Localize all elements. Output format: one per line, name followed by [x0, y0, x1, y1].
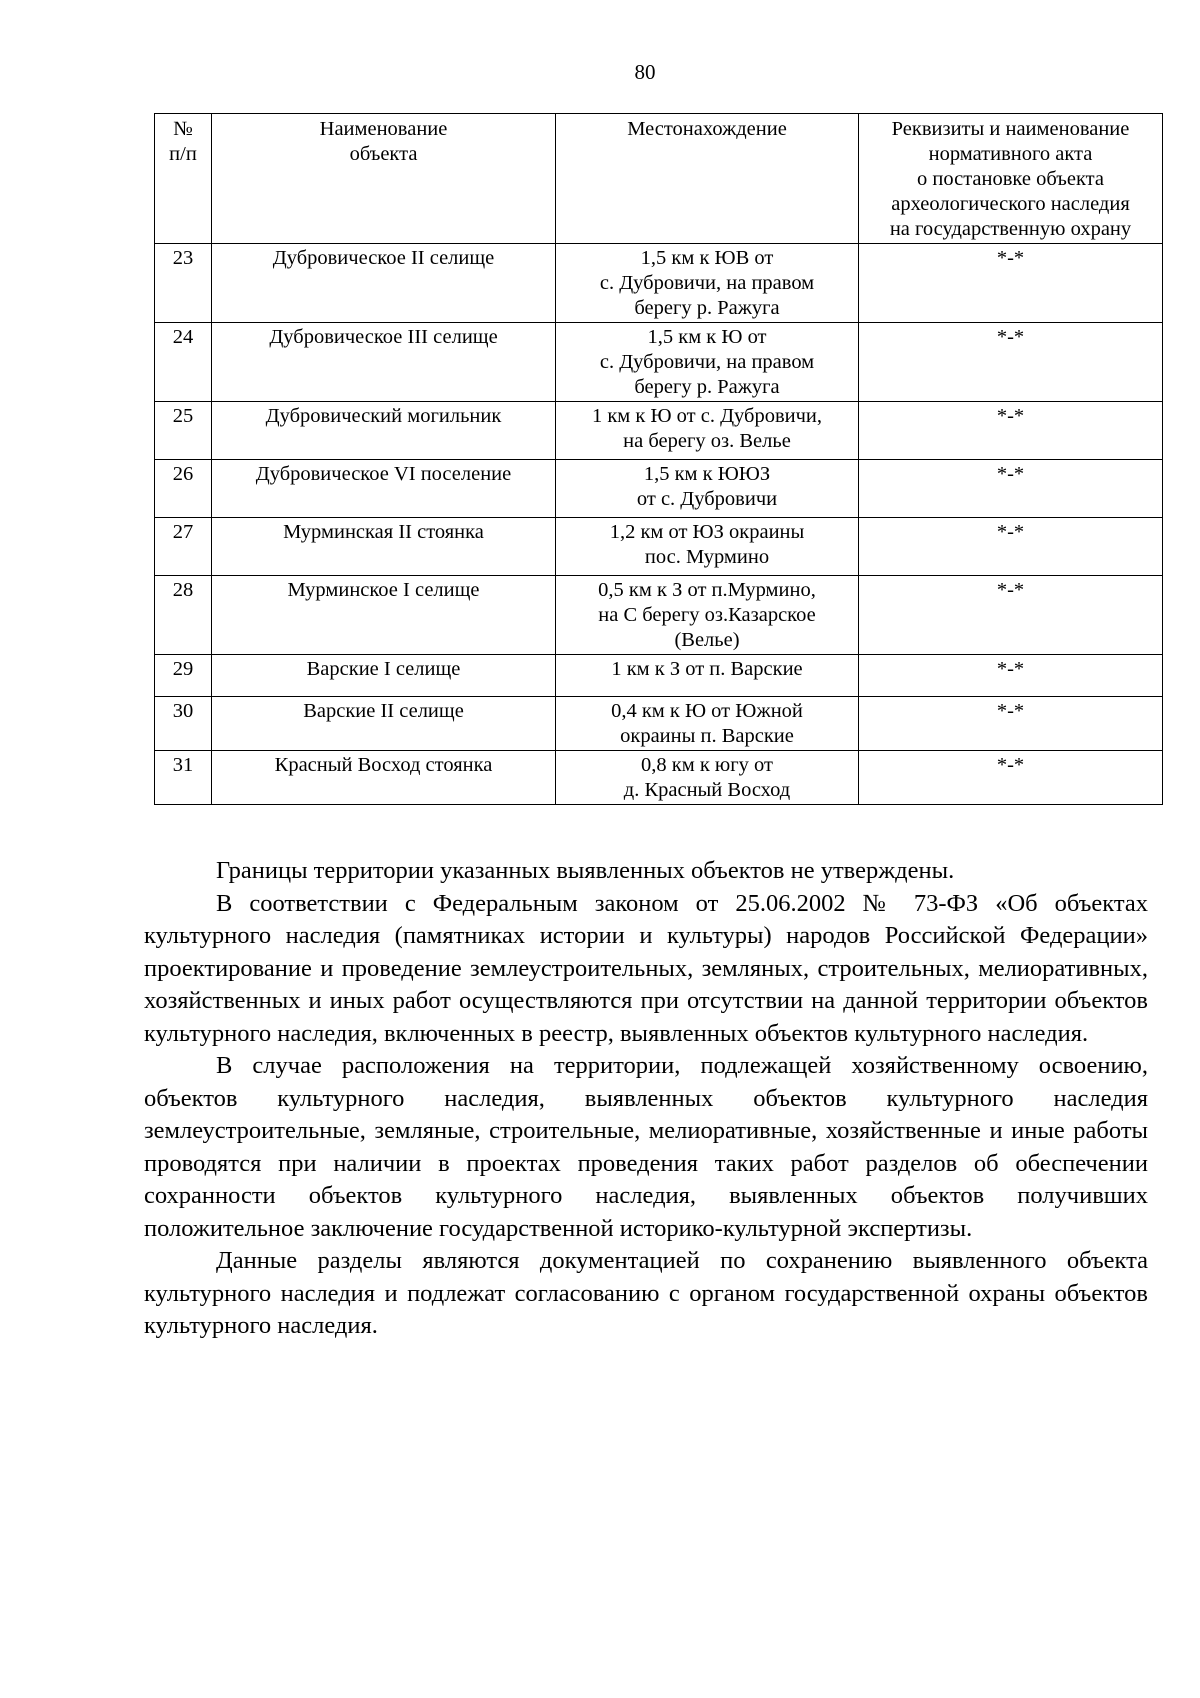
table-row — [155, 518, 1163, 576]
header-location: Местонахождение — [556, 114, 859, 244]
table-body — [155, 244, 1163, 805]
location-cell: 1,5 км к ЮЮЗ от с. Дубровичи — [556, 460, 859, 518]
object-name-cell: Дубровический могильник — [212, 402, 556, 460]
location-cell: 1 км к Ю от с. Дубровичи, на берегу оз. Велье — [556, 402, 859, 460]
object-name-cell: Дубровическое III селище — [212, 323, 556, 402]
normative-act-cell: *-* — [859, 460, 1163, 518]
table-row — [155, 402, 1163, 460]
paragraph-documentation: Данные разделы являются документацией по сохранению выявленного объекта культурного наследия и подлежат согласованию с органом государственной охраны объектов культурного наследия. — [144, 1247, 1148, 1339]
normative-act-cell: *-* — [859, 402, 1163, 460]
location-cell: 0,4 км к Ю от Южной окраины п. Варские — [556, 697, 859, 751]
table-row — [155, 460, 1163, 518]
table-row — [155, 323, 1163, 402]
row-number-cell: 26 — [155, 460, 212, 518]
header-number: № п/п — [155, 114, 212, 244]
object-name-cell: Варские II селище — [212, 697, 556, 751]
row-number-cell: 30 — [155, 697, 212, 751]
object-name-cell: Дубровическое VI поселение — [212, 460, 556, 518]
row-number-cell: 25 — [155, 402, 212, 460]
row-number-cell: 28 — [155, 576, 212, 655]
table-row — [155, 697, 1163, 751]
header-normative-act: Реквизиты и наименование нормативного акта о постановке объекта археологического наследия на государственную охрану — [859, 114, 1163, 244]
table-row — [155, 655, 1163, 697]
row-number-cell: 31 — [155, 751, 212, 805]
row-number-cell: 29 — [155, 655, 212, 697]
location-cell: 0,8 км к югу от д. Красный Восход — [556, 751, 859, 805]
paragraph-boundaries-note: Границы территории указанных выявленных объектов не утверждены. — [216, 857, 955, 884]
object-name-cell: Мурминская II стоянка — [212, 518, 556, 576]
object-name-cell: Мурминское I селище — [212, 576, 556, 655]
object-name-cell: Дубровическое II селище — [212, 244, 556, 323]
normative-act-cell: *-* — [859, 697, 1163, 751]
paragraph-federal-law: В соответствии с Федеральным законом от 25.06.2002 № 73-ФЗ «Об объектах культурного наследия (памятниках истории и культуры) народов Российской Федерации» проектирование и проведение землеустроительных, земляных, строительных, мелиоративных, хозяйственных и иных работ осуществляются при отсутствии на данной территории объектов культурного наследия, включенных в реестр, выявленных объектов культурного наследия. — [144, 889, 1148, 1047]
paragraph-works-conditions: В случае расположения на территории, подлежащей хозяйственному освоению, объектов культурного наследия, выявленных объектов культурного наследия землеустроительные, земляные, строительные, мелиоративные, хозяйственные и иные работы проводятся при наличии в проектах проведения таких работ разделов об обеспечении сохранности объектов культурного наследия, выявленных объектов получивших положительное заключение государственной историко-культурной экспертизы. — [144, 1052, 1148, 1242]
table-row — [155, 751, 1163, 805]
location-cell: 1,2 км от ЮЗ окраины пос. Мурмино — [556, 518, 859, 576]
object-name-cell: Красный Восход стоянка — [212, 751, 556, 805]
table-row — [155, 244, 1163, 323]
location-cell: 1 км к З от п. Варские — [556, 655, 859, 697]
row-number-cell: 23 — [155, 244, 212, 323]
normative-act-cell: *-* — [859, 323, 1163, 402]
normative-act-cell: *-* — [859, 518, 1163, 576]
table-row — [155, 576, 1163, 655]
location-cell: 1,5 км к Ю от с. Дубровичи, на правом берегу р. Ражуга — [556, 323, 859, 402]
normative-act-cell: *-* — [859, 244, 1163, 323]
body-text — [144, 855, 1148, 1343]
location-cell: 0,5 км к З от п.Мурмино, на С берегу оз.Казарское (Велье) — [556, 576, 859, 655]
table-header-row — [155, 114, 1163, 244]
normative-act-cell: *-* — [859, 751, 1163, 805]
normative-act-cell: *-* — [859, 655, 1163, 697]
page-number: 80 — [634, 60, 656, 84]
archaeological-objects-table — [154, 113, 1163, 805]
header-object-name: Наименование объекта — [212, 114, 556, 244]
normative-act-cell: *-* — [859, 576, 1163, 655]
location-cell: 1,5 км к ЮВ от с. Дубровичи, на правом берегу р. Ражуга — [556, 244, 859, 323]
row-number-cell: 24 — [155, 323, 212, 402]
row-number-cell: 27 — [155, 518, 212, 576]
object-name-cell: Варские I селище — [212, 655, 556, 697]
